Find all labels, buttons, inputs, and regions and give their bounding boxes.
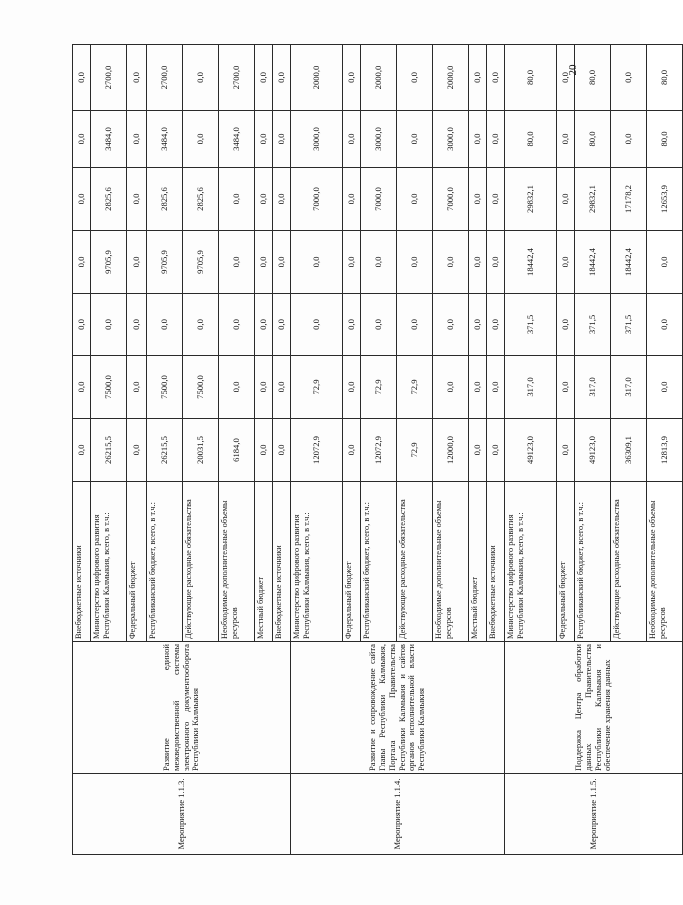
funding-source-cell: Необходимые дополнительные объемы ресурсов [647, 482, 683, 642]
funding-source-cell: Внебюджетные источники [73, 482, 91, 642]
amount-cell: 18442,4 [611, 231, 647, 294]
amount-cell: 0,0 [469, 111, 487, 168]
amount-cell: 80,0 [575, 111, 611, 168]
page-number: 20 [567, 64, 579, 76]
funding-source-cell: Республиканский бюджет, всего, в т.ч.: [147, 482, 183, 642]
amount-cell: 0,0 [73, 168, 91, 231]
amount-cell: 0,0 [273, 168, 291, 231]
amount-cell: 0,0 [255, 419, 273, 482]
amount-cell: 0,0 [487, 356, 505, 419]
table-row [291, 45, 343, 855]
amount-cell: 0,0 [219, 294, 255, 356]
amount-cell: 12000,0 [433, 419, 469, 482]
funding-source-cell: Внебюджетные источники [273, 482, 291, 642]
amount-cell: 0,0 [469, 45, 487, 111]
amount-cell: 36309,1 [611, 419, 647, 482]
amount-cell: 0,0 [255, 111, 273, 168]
amount-cell: 29832,1 [575, 168, 611, 231]
amount-cell: 80,0 [647, 111, 683, 168]
amount-cell: 0,0 [433, 356, 469, 419]
amount-cell: 7500,0 [147, 356, 183, 419]
amount-cell: 2000,0 [291, 45, 343, 111]
activity-name-cell: Развитие и сопровождение сайта Главы Республики Калмыкия, Портала Правительства Республики Калмыкия и сайтов органов исполнительной власти Республики Калмыкия [291, 642, 505, 774]
amount-cell: 0,0 [343, 419, 361, 482]
amount-cell: 0,0 [73, 419, 91, 482]
amount-cell: 7000,0 [291, 168, 343, 231]
funding-source-cell: Министерство цифрового развития Республики Калмыкия, всего, в т.ч.: [291, 482, 343, 642]
amount-cell: 49123,0 [575, 419, 611, 482]
budget-table [72, 44, 683, 855]
amount-cell: 0,0 [433, 231, 469, 294]
amount-cell: 3484,0 [147, 111, 183, 168]
amount-cell: 0,0 [127, 168, 147, 231]
amount-cell: 0,0 [433, 294, 469, 356]
rotated-table-area [72, 45, 669, 855]
amount-cell: 9705,9 [147, 231, 183, 294]
amount-cell: 72,9 [361, 356, 397, 419]
amount-cell: 0,0 [557, 231, 575, 294]
amount-cell: 0,0 [469, 419, 487, 482]
amount-cell: 0,0 [487, 294, 505, 356]
amount-cell: 3000,0 [433, 111, 469, 168]
amount-cell: 0,0 [557, 294, 575, 356]
activity-name-cell: Развитие единой межведомственной системы электронного документооборота Республики Калмыкия [73, 642, 291, 774]
amount-cell: 0,0 [487, 168, 505, 231]
amount-cell: 0,0 [361, 294, 397, 356]
funding-source-cell: Министерство цифрового развития Республики Калмыкия, всего, в т.ч.: [505, 482, 557, 642]
amount-cell: 7000,0 [361, 168, 397, 231]
amount-cell: 0,0 [127, 419, 147, 482]
amount-cell: 0,0 [343, 45, 361, 111]
funding-source-cell: Федеральный бюджет [343, 482, 361, 642]
amount-cell: 2700,0 [219, 45, 255, 111]
amount-cell: 0,0 [469, 168, 487, 231]
amount-cell: 0,0 [611, 111, 647, 168]
amount-cell: 0,0 [73, 45, 91, 111]
amount-cell: 0,0 [73, 294, 91, 356]
amount-cell: 0,0 [291, 294, 343, 356]
amount-cell: 0,0 [255, 231, 273, 294]
amount-cell: 0,0 [397, 168, 433, 231]
table-row [73, 45, 91, 855]
funding-source-cell: Действующие расходные обязательства [397, 482, 433, 642]
amount-cell: 2825,6 [183, 168, 219, 231]
amount-cell: 0,0 [361, 231, 397, 294]
amount-cell: 0,0 [127, 356, 147, 419]
amount-cell: 7000,0 [433, 168, 469, 231]
amount-cell: 0,0 [343, 356, 361, 419]
amount-cell: 0,0 [273, 45, 291, 111]
amount-cell: 26215,5 [147, 419, 183, 482]
amount-cell: 18442,4 [505, 231, 557, 294]
funding-source-cell: Местный бюджет [469, 482, 487, 642]
amount-cell: 6184,0 [219, 419, 255, 482]
table-row [505, 45, 557, 855]
amount-cell: 12653,9 [647, 168, 683, 231]
amount-cell: 0,0 [147, 294, 183, 356]
activity-number-cell: Мероприятие 1.1.4. [291, 774, 505, 855]
amount-cell: 0,0 [647, 356, 683, 419]
amount-cell: 0,0 [397, 45, 433, 111]
amount-cell: 18442,4 [575, 231, 611, 294]
amount-cell: 0,0 [557, 356, 575, 419]
amount-cell: 0,0 [647, 231, 683, 294]
amount-cell: 2000,0 [433, 45, 469, 111]
amount-cell: 0,0 [255, 168, 273, 231]
amount-cell: 0,0 [91, 294, 127, 356]
amount-cell: 0,0 [557, 168, 575, 231]
amount-cell: 0,0 [343, 294, 361, 356]
amount-cell: 0,0 [557, 419, 575, 482]
amount-cell: 0,0 [343, 231, 361, 294]
amount-cell: 0,0 [397, 294, 433, 356]
amount-cell: 371,5 [611, 294, 647, 356]
funding-source-cell: Республиканский бюджет, всего, в т.ч.: [575, 482, 611, 642]
amount-cell: 0,0 [647, 294, 683, 356]
amount-cell: 12072,9 [361, 419, 397, 482]
funding-source-cell: Необходимые дополнительные объемы ресурсов [219, 482, 255, 642]
amount-cell: 3484,0 [91, 111, 127, 168]
amount-cell: 72,9 [397, 419, 433, 482]
amount-cell: 2700,0 [91, 45, 127, 111]
activity-name-cell: Поддержка Центра обработки данных Правительства Республики Калмыкия и обеспечение хранения данных [505, 642, 683, 774]
funding-source-cell: Внебюджетные источники [487, 482, 505, 642]
amount-cell: 3000,0 [361, 111, 397, 168]
amount-cell: 3000,0 [291, 111, 343, 168]
funding-source-cell: Действующие расходные обязательства [611, 482, 647, 642]
amount-cell: 0,0 [343, 111, 361, 168]
amount-cell: 317,0 [611, 356, 647, 419]
amount-cell: 0,0 [343, 168, 361, 231]
amount-cell: 72,9 [397, 356, 433, 419]
amount-cell: 0,0 [487, 231, 505, 294]
amount-cell: 7500,0 [91, 356, 127, 419]
amount-cell: 12813,9 [647, 419, 683, 482]
amount-cell: 0,0 [127, 231, 147, 294]
amount-cell: 0,0 [127, 111, 147, 168]
amount-cell: 0,0 [127, 294, 147, 356]
amount-cell: 0,0 [127, 45, 147, 111]
amount-cell: 0,0 [469, 356, 487, 419]
amount-cell: 0,0 [255, 356, 273, 419]
amount-cell: 0,0 [73, 111, 91, 168]
amount-cell: 0,0 [183, 294, 219, 356]
amount-cell: 0,0 [73, 231, 91, 294]
amount-cell: 0,0 [397, 231, 433, 294]
amount-cell: 0,0 [397, 111, 433, 168]
amount-cell: 17178,2 [611, 168, 647, 231]
amount-cell: 12072,9 [291, 419, 343, 482]
funding-source-cell: Необходимые дополнительные объемы ресурсов [433, 482, 469, 642]
funding-source-cell: Местный бюджет [255, 482, 273, 642]
amount-cell: 0,0 [219, 356, 255, 419]
amount-cell: 0,0 [273, 294, 291, 356]
amount-cell: 317,0 [505, 356, 557, 419]
amount-cell: 0,0 [469, 294, 487, 356]
amount-cell: 2000,0 [361, 45, 397, 111]
amount-cell: 49123,0 [505, 419, 557, 482]
table-body [73, 45, 683, 855]
activity-number-cell: Мероприятие 1.1.3. [73, 774, 291, 855]
amount-cell: 0,0 [219, 231, 255, 294]
funding-source-cell: Федеральный бюджет [557, 482, 575, 642]
amount-cell: 2825,6 [147, 168, 183, 231]
funding-source-cell: Министерство цифрового развития Республики Калмыкия, всего, в т.ч.: [91, 482, 127, 642]
amount-cell: 0,0 [219, 168, 255, 231]
activity-number-cell: Мероприятие 1.1.5. [505, 774, 683, 855]
amount-cell: 26215,5 [91, 419, 127, 482]
amount-cell: 80,0 [647, 45, 683, 111]
amount-cell: 29832,1 [505, 168, 557, 231]
amount-cell: 2700,0 [147, 45, 183, 111]
amount-cell: 72,9 [291, 356, 343, 419]
amount-cell: 0,0 [557, 45, 575, 111]
amount-cell: 317,0 [575, 356, 611, 419]
amount-cell: 0,0 [469, 231, 487, 294]
amount-cell: 80,0 [505, 111, 557, 168]
amount-cell: 371,5 [575, 294, 611, 356]
amount-cell: 371,5 [505, 294, 557, 356]
amount-cell: 0,0 [487, 111, 505, 168]
amount-cell: 9705,9 [183, 231, 219, 294]
amount-cell: 0,0 [273, 111, 291, 168]
amount-cell: 0,0 [291, 231, 343, 294]
amount-cell: 0,0 [557, 111, 575, 168]
amount-cell: 0,0 [611, 45, 647, 111]
amount-cell: 0,0 [255, 45, 273, 111]
amount-cell: 0,0 [183, 45, 219, 111]
amount-cell: 0,0 [183, 111, 219, 168]
amount-cell: 0,0 [73, 356, 91, 419]
amount-cell: 20031,5 [183, 419, 219, 482]
amount-cell: 80,0 [575, 45, 611, 111]
amount-cell: 0,0 [487, 45, 505, 111]
amount-cell: 3484,0 [219, 111, 255, 168]
funding-source-cell: Республиканский бюджет, всего, в т.ч.: [361, 482, 397, 642]
amount-cell: 7500,0 [183, 356, 219, 419]
amount-cell: 0,0 [487, 419, 505, 482]
amount-cell: 80,0 [505, 45, 557, 111]
funding-source-cell: Действующие расходные обязательства [183, 482, 219, 642]
amount-cell: 0,0 [273, 356, 291, 419]
amount-cell: 9705,9 [91, 231, 127, 294]
amount-cell: 0,0 [273, 419, 291, 482]
amount-cell: 0,0 [255, 294, 273, 356]
amount-cell: 2825,6 [91, 168, 127, 231]
amount-cell: 0,0 [273, 231, 291, 294]
funding-source-cell: Федеральный бюджет [127, 482, 147, 642]
